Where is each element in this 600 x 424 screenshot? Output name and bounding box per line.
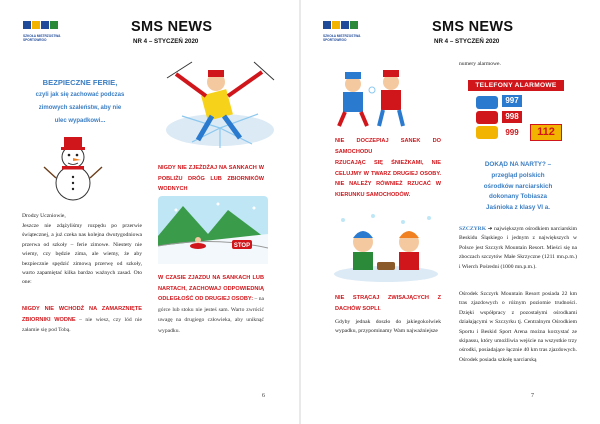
ski-title-line: DOKĄD NA NARTY? – <box>484 161 552 168</box>
school-logo <box>323 21 361 51</box>
tip-keep-distance-detail: – na górce lub stoku nie jesteś sam. Warto zwrócić uwagę na drugiego człowieka, aby uniknąć wypadku. <box>158 296 265 334</box>
szczyrk-paragraph <box>459 225 577 272</box>
logo-caption: SZKOŁA MISTRZOSTWA SPORTOWEGO <box>23 34 61 42</box>
phone-112: 112 <box>530 124 562 141</box>
ski-title-line: dokonany Tobiasza <box>489 193 547 201</box>
tip-frozen-water-heading: NIGDY NIE WCHODŹ NA ZAMARZNIĘTE ZBIORNIKI WODNE <box>22 306 142 323</box>
emergency-phones-panel <box>466 80 566 144</box>
issue-label: NR 4 – STYCZEŃ 2020 <box>434 38 500 45</box>
page-6 <box>0 0 299 424</box>
title-line: BEZPIECZNE FERIE, <box>42 78 118 87</box>
newsletter-title: SMS NEWS <box>432 19 514 35</box>
snowman-illustration <box>42 133 104 203</box>
tip-icicles: NIE STRĄCAJ ZWISAJĄCYCH Z DACHÓW SOPLI. <box>335 295 441 312</box>
logo-caption: SZKOŁA MISTRZOSTWA SPORTOWEGO <box>323 34 361 42</box>
newsletter-title: SMS NEWS <box>131 19 213 35</box>
tip-snowballs: RZUCAJĄC SIĘ ŚNIEŻKAMI, NIE CELUJMY W TWARZ DRUGIEJ OSOBY. NIE NALEŻY RÓWNIEŻ RZUCAĆ W KIERUNKU SAMOCHODÓW. <box>335 160 441 198</box>
phone-998: 998 <box>502 111 522 123</box>
stop-sign-label: STOP <box>233 243 251 249</box>
tip-sled-near-roads: NIGDY NIE ZJEŻDŻAJ NA SANKACH W POBLIŻU DRÓG LUB ZBIORNIKÓW WODNYCH <box>158 165 264 193</box>
phone-997: 997 <box>502 95 522 107</box>
szczyrk-paragraph-2: Ośrodek Szczyrk Mountain Resort posiada 22 km tras zjazdowych o różnym poziomie trudności. Dzięki współpracy z pozostałymi ośrodkami działającymi w Szczyrku tj. Centralnym Ośrodkiem Sportu i Beskid Sport Arena można korzystać ze skipassu, który umożliwia wejście na wszystkie trzy ośrodki, posiadające łącznie 40 km tras zjazdowych. Ośrodek posiada szkołę narciarską <box>459 291 577 363</box>
title-line: zimowych szaleństw, aby nie <box>38 105 122 111</box>
phone-999: 999 <box>505 128 519 137</box>
szczyrk-label: SZCZYRK <box>459 226 487 232</box>
tip-keep-distance-heading: W CZASIE ZJAZDU NA SANKACH LUB NARTACH, ZACHOWAJ ODPOWIEDNIĄ ODLEGŁOŚĆ OD DRUGIEJ OSOBY: <box>158 275 264 303</box>
ski-article-title <box>459 160 577 214</box>
sledding-stop-illustration <box>158 196 268 264</box>
skier-fall-illustration <box>162 58 278 150</box>
page-number: 6 <box>262 393 265 399</box>
tip-frozen-water <box>22 304 142 336</box>
tip-sled-behind-car: NIE DOCZEPIAJ SANEK DO SAMOCHODU <box>335 138 441 155</box>
alarm-numbers-intro: numery alarmowe. <box>459 61 501 67</box>
ski-title-line: ośrodków narciarskich <box>483 182 553 190</box>
intro-paragraph: Jeszcze nie zdążyliśmy rozpędu po przerwie świątecznej, a już czeka nas kolejna dwutygodniowa przerwa od szkoły – ferie zimowe. Niestety nie wiemy, czy będzie zima, ale wiemy, że aby bezpiecznie spędzić zimową przerwę od szkoły, warto zapamiętać kilka bardzo ważnych zasad. Oto one: <box>22 223 142 286</box>
issue-label: NR 4 – STYCZEŃ 2020 <box>133 38 199 45</box>
page-number: 7 <box>531 393 534 399</box>
ski-title-line: przegląd polskich <box>491 171 545 179</box>
ski-title-line: Jaśnioka z klasy VI a. <box>485 204 551 212</box>
page-7 <box>301 0 600 424</box>
emergency-phones-title: TELEFONY ALARMOWE <box>468 80 564 91</box>
tip-frozen-water-detail: – nie wiesz, czy lód nie załamie się pod Tobą. <box>22 316 142 334</box>
arrow-right-icon: ➔ <box>487 226 493 232</box>
article-title <box>20 76 140 128</box>
intro-greeting: Drodzy Uczniowie, <box>22 213 66 219</box>
school-logo <box>23 21 61 51</box>
snowball-kids-illustration <box>333 64 413 128</box>
szczyrk-text: największym ośrodkiem narciarskim Beskidu Śląskiego i jednym z największych w Polsce jest Szczyrk Mountain Resort. Mieści się na zboczach szczytów Małe Skrzyczne (1211 mn.p.m.) i Wierch Pośredni (1000 mn.p.m.). <box>459 226 577 270</box>
title-line: czyli jak się zachować podczas <box>35 92 125 98</box>
title-line: ulec wypadkowi... <box>54 118 106 124</box>
tip-keep-distance <box>158 273 264 337</box>
winter-kids-illustration <box>333 212 439 282</box>
closing-paragraph: Gdyby jednak doszło do jakiegokolwiek wypadku, przypominamy Wam najważniejsze <box>335 319 441 335</box>
